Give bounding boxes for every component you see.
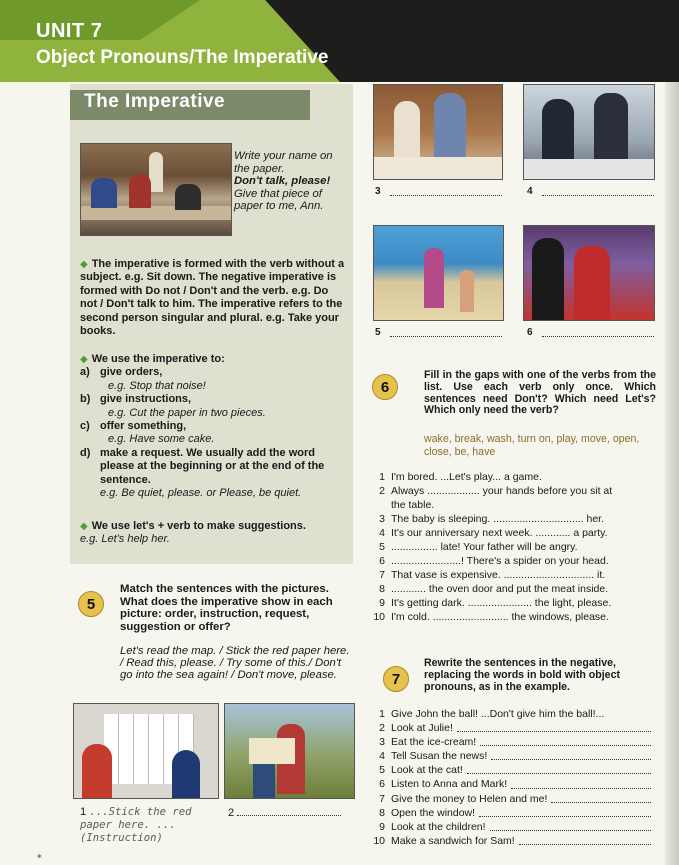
answer-blank[interactable] (479, 806, 651, 817)
item-text: Open the window! (391, 806, 476, 819)
beach-photo (373, 225, 504, 321)
answer-blank[interactable] (491, 749, 651, 760)
picture-6-number: 6 (527, 327, 533, 338)
item-text[interactable]: ............ the oven door and put the meat inside. (391, 583, 609, 595)
rule-lets (80, 520, 348, 547)
list-item (367, 526, 655, 540)
exercise-5-number: 5 (78, 591, 104, 617)
item-number: 5 (379, 541, 385, 553)
item-number: 8 (379, 583, 385, 595)
office-photo (523, 84, 655, 180)
item-text: Look at Julie! (391, 722, 453, 735)
item-number: 9 (379, 820, 385, 833)
map-reading-photo (224, 703, 355, 799)
item-text: Give John the ball! ...Don't give him the ball!... (391, 708, 605, 720)
use-example: e.g. Have some cake. (108, 433, 215, 446)
list-item (367, 596, 655, 610)
answer-blank[interactable] (457, 721, 651, 732)
item-text[interactable]: ........................! There's a spider on your head. (391, 555, 609, 567)
picture-5-number: 5 (375, 327, 381, 338)
rule2-intro: We use the imperative to: (91, 353, 225, 365)
item-number: 3 (379, 736, 385, 749)
bullet-icon: ◆ (80, 259, 88, 270)
kitchen-photo (373, 84, 503, 180)
item-number: 4 (379, 527, 385, 539)
answer-handwriting: ...Stick the red paper here. ... (80, 806, 192, 831)
list-item (367, 735, 655, 749)
list-item (367, 792, 655, 806)
list-item (367, 470, 655, 484)
list-item (367, 749, 655, 763)
item-text[interactable]: The baby is sleeping. ............................... her. (391, 513, 605, 525)
picture-3-number: 3 (375, 186, 381, 197)
picture-4-blank[interactable] (542, 186, 654, 196)
use-text: make a request. We usually add the word please at the beginning or at the end of the sentence. (100, 446, 325, 486)
list-item (367, 568, 655, 582)
page-mark-icon: ✶ (36, 852, 43, 861)
item-number: 6 (379, 555, 385, 567)
exercise-7-items (367, 707, 655, 848)
list-item (367, 512, 655, 526)
list-item (367, 777, 655, 791)
item-text: Eat the ice-cream! (391, 736, 477, 749)
exercise-5-answer-2 (228, 806, 341, 819)
item-text[interactable]: I'm bored. ...Let's play... a game. (391, 471, 542, 483)
item-text: Look at the cat! (391, 764, 463, 777)
item-text[interactable]: I'm cold. .......................... the windows, please. (391, 611, 609, 623)
item-text: Listen to Anna and Mark! (391, 778, 508, 791)
answer-blank[interactable] (480, 735, 651, 746)
bubble-line-2: Don't talk, please! (234, 175, 331, 187)
list-item (367, 763, 655, 777)
list-item (367, 540, 655, 554)
item-number: 10 (373, 611, 385, 623)
use-letter: c) (80, 420, 90, 433)
answer-blank[interactable] (519, 834, 651, 845)
exercise-5-sentences: Let's read the map. / Stick the red paper here. / Read this, please. / Try some of this./ Don't go into the sea again! / Don't move, please. (120, 645, 350, 682)
item-text[interactable]: ................ late! Your father will be angry. (391, 541, 578, 553)
item-number: 2 (379, 485, 385, 497)
exercise-7-number: 7 (383, 666, 409, 692)
rule3-example: e.g. Let's help her. (80, 533, 170, 546)
item-text[interactable]: Always .................. your hands before you sit at (391, 485, 613, 497)
exercise-5-answer-1 (80, 806, 200, 845)
item-text: Give the money to Helen and me! (391, 792, 548, 805)
use-example: e.g. Cut the paper in two pieces. (108, 406, 266, 419)
answer-number: 1 (80, 806, 87, 818)
unit-banner (0, 0, 679, 82)
page-edge-shadow (665, 60, 679, 865)
bubble-line-3: Give that piece of paper to me, Ann. (234, 187, 324, 212)
unit-label: UNIT 7 (36, 20, 103, 42)
use-item (80, 447, 348, 501)
imperative-heading: The Imperative (84, 91, 226, 112)
picture-6-blank[interactable] (542, 327, 654, 337)
list-item (367, 498, 655, 512)
use-letter: a) (80, 366, 90, 379)
bullet-icon: ◆ (80, 354, 88, 365)
item-number: 1 (379, 708, 385, 720)
item-text[interactable]: It's our anniversary next week. ............ a party. (391, 527, 608, 539)
answer-type: (Instruction) (80, 832, 163, 844)
picture-3-blank[interactable] (390, 186, 502, 196)
classroom-photo (80, 143, 232, 236)
item-number: 4 (379, 750, 385, 763)
exercise-6-instruction: Fill in the gaps with one of the verbs from the list. Use each verb only once. Which sentences need Don't? Which need Let's? Which only need the verb? (424, 369, 656, 417)
rule1-text: The imperative is formed with the verb without a subject. e.g. Sit down. The negative imperative is formed with Do not / Don't and the verb. e.g. Do not / Don't talk to him. The imperative refers to the second person singular and plural. e.g. Take your books. (80, 258, 345, 338)
answer-blank[interactable] (237, 806, 341, 816)
use-letter: d) (80, 446, 91, 459)
item-number: 7 (379, 792, 385, 805)
exercise-6-word-list: wake, break, wash, turn on, play, move, open, close, be, have (424, 433, 640, 458)
item-number: 3 (379, 513, 385, 525)
list-item (367, 834, 655, 848)
use-item (80, 366, 348, 393)
use-item (80, 420, 348, 447)
list-item (367, 610, 655, 624)
item-number: 10 (373, 834, 385, 847)
picture-4-number: 4 (527, 186, 533, 197)
item-text: Tell Susan the news! (391, 750, 488, 763)
list-item (367, 806, 655, 820)
list-item (367, 582, 655, 596)
item-number: 6 (379, 778, 385, 791)
rule3-text: We use let's + verb to make suggestions. (91, 520, 306, 532)
picture-5-blank[interactable] (390, 327, 502, 337)
exercise-6-number: 6 (372, 374, 398, 400)
item-number: 9 (379, 597, 385, 609)
list-item (367, 721, 655, 735)
unit-title: Object Pronouns/The Imperative (36, 47, 329, 68)
use-item (80, 393, 348, 420)
item-text[interactable]: It's getting dark. ...................... the light, please. (391, 597, 612, 609)
use-example: e.g. Stop that noise! (108, 379, 206, 392)
answer-blank[interactable] (467, 763, 651, 774)
answer-blank[interactable] (551, 792, 651, 803)
shop-photo (523, 225, 655, 321)
speech-text (234, 150, 350, 228)
list-item (367, 554, 655, 568)
use-text: give instructions, (100, 393, 192, 406)
answer-blank[interactable] (490, 820, 651, 831)
item-number: 7 (379, 569, 385, 581)
use-example: e.g. Be quiet, please. or Please, be quiet. (100, 487, 302, 500)
list-item (367, 707, 655, 721)
item-number: 8 (379, 806, 385, 819)
list-item (367, 820, 655, 834)
answer-number: 2 (228, 807, 235, 819)
item-number (367, 498, 385, 512)
answer-blank[interactable] (511, 777, 651, 788)
item-text[interactable]: That vase is expensive. ............................... it. (391, 569, 606, 581)
item-number: 5 (379, 764, 385, 777)
exercise-6-items (367, 470, 655, 624)
item-number: 1 (379, 471, 385, 483)
item-text: Look at the children! (391, 820, 486, 833)
exercise-7-instruction: Rewrite the sentences in the negative, replacing the words in bold with object pronouns, as in the example. (424, 657, 620, 693)
item-text: Make a sandwich for Sam! (391, 834, 515, 847)
rule-formation (80, 258, 348, 338)
bullet-icon: ◆ (80, 521, 88, 532)
rule-uses (80, 353, 348, 500)
item-text: the table. (391, 499, 435, 511)
list-item (367, 484, 655, 498)
use-letter: b) (80, 393, 91, 406)
exercise-5-instruction: Match the sentences with the pictures. What does the imperative show in each picture: order, instruction, request, suggestion or offer? (120, 583, 333, 633)
use-text: give orders, (100, 366, 163, 379)
classroom-board-photo (73, 703, 219, 799)
use-text: offer something, (100, 420, 187, 433)
bubble-line-1: Write your name on the paper. (234, 150, 333, 175)
item-number: 2 (379, 722, 385, 735)
